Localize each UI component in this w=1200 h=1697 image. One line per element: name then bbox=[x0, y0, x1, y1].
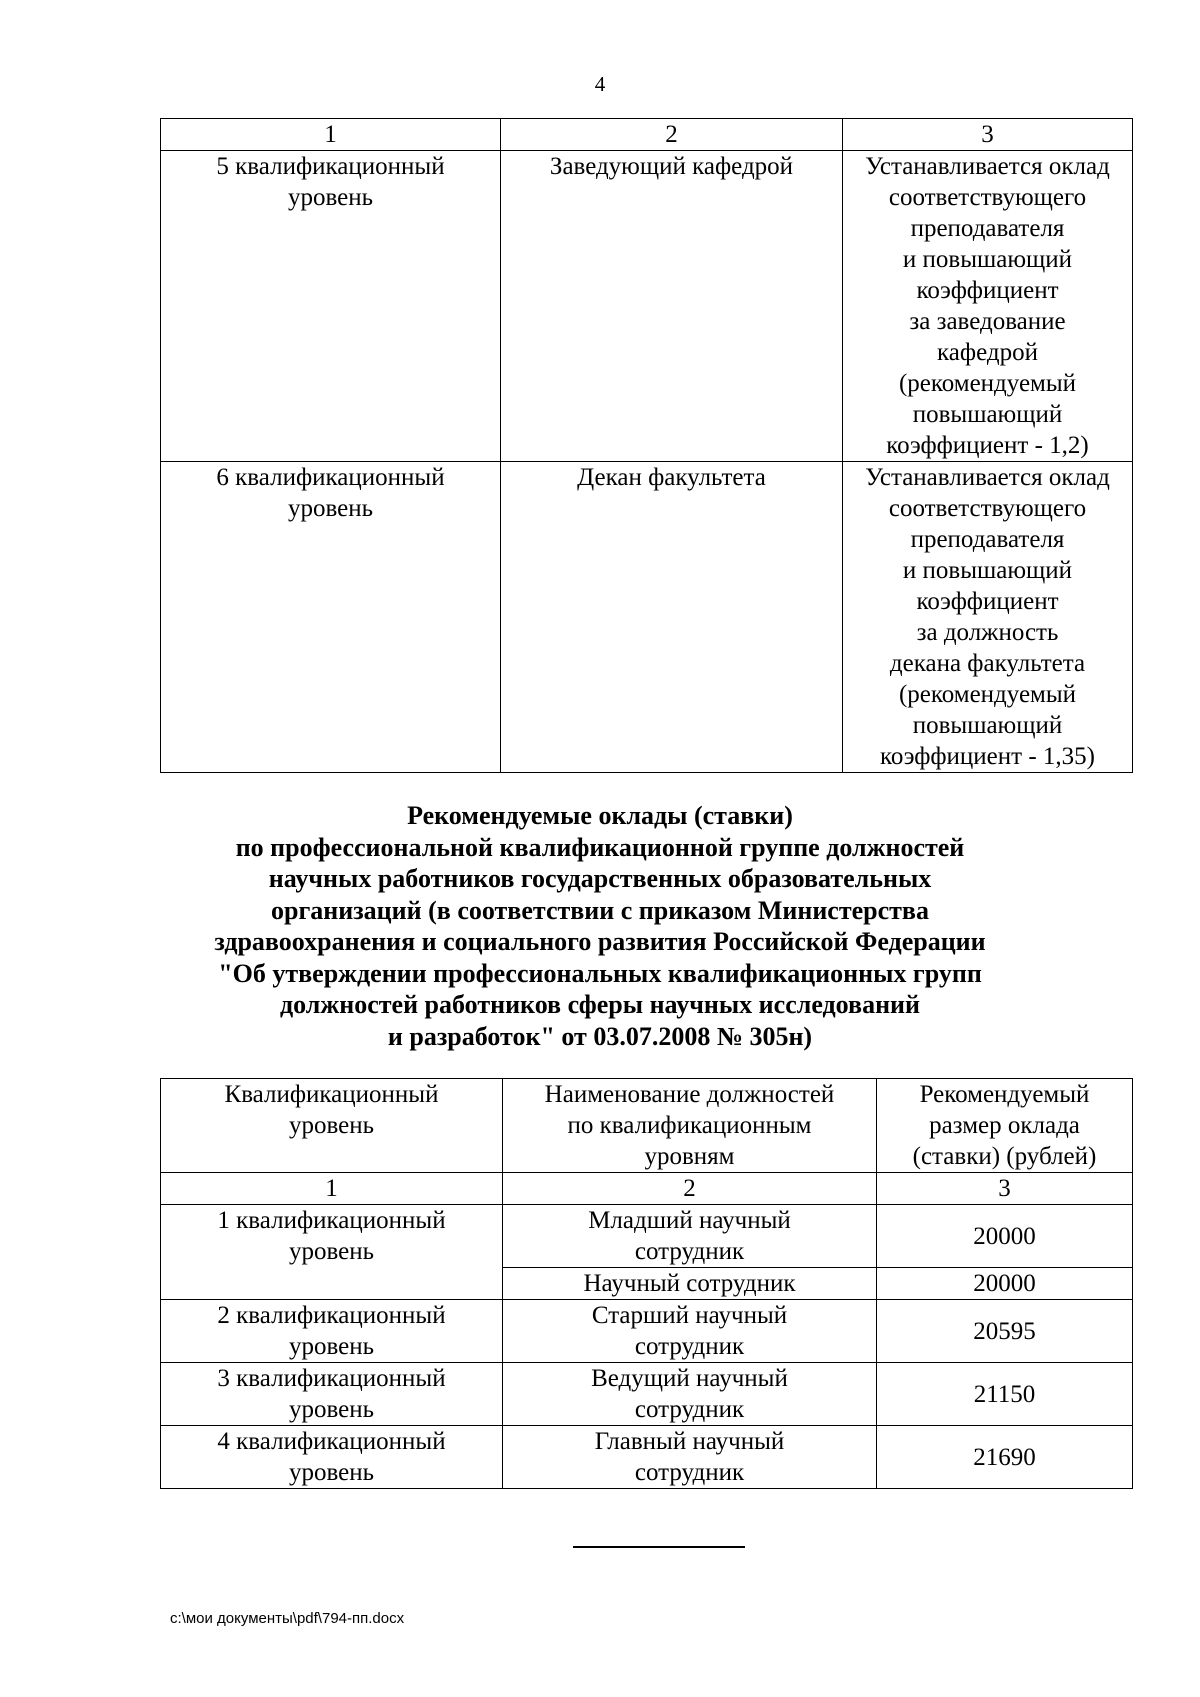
end-divider bbox=[573, 1546, 745, 1548]
column-number-2: 2 bbox=[501, 119, 843, 151]
qualification-level: 6 квалификационный уровень bbox=[161, 462, 501, 773]
column-numbers-row bbox=[161, 1173, 1133, 1205]
table-row bbox=[161, 1300, 1133, 1363]
column-header-level: Квалификационный уровень bbox=[161, 1079, 503, 1173]
qualification-level: 4 квалификационный уровень bbox=[161, 1426, 503, 1489]
column-headers-row bbox=[161, 1079, 1133, 1173]
position-name: Старший научный сотрудник bbox=[503, 1300, 877, 1363]
position-name: Главный научный сотрудник bbox=[503, 1426, 877, 1489]
table-row bbox=[161, 1426, 1133, 1489]
salary-value: 21690 bbox=[877, 1426, 1133, 1489]
column-number-1: 1 bbox=[161, 1173, 503, 1205]
table-row bbox=[161, 151, 1133, 462]
salary-value: 21150 bbox=[877, 1363, 1133, 1426]
salary-value: 20595 bbox=[877, 1300, 1133, 1363]
column-number-3: 3 bbox=[843, 119, 1133, 151]
column-header-position: Наименование должностей по квалификационным уровням bbox=[503, 1079, 877, 1173]
file-path-footer: c:\мои документы\pdf\794-пп.docx bbox=[170, 1610, 405, 1627]
section-heading: Рекомендуемые оклады (ставки) по профессиональной квалификационной группе должностей научных работников государственных образовательных организаций (в соответствии с приказом Министерства здравоохранения и социального развития Российской Федерации "Об утверждении профессиональных квалификационных групп должностей работников сферы научных исследований и разработок" от 03.07.2008 № 305н) bbox=[214, 801, 986, 1051]
position-name: Декан факультета bbox=[501, 462, 843, 773]
position-name: Младший научный сотрудник bbox=[503, 1205, 877, 1268]
salary-value: 20000 bbox=[877, 1205, 1133, 1268]
column-number-1: 1 bbox=[161, 119, 501, 151]
table-row bbox=[161, 1205, 1133, 1268]
position-name: Научный сотрудник bbox=[503, 1268, 877, 1300]
table-row bbox=[161, 1363, 1133, 1426]
qualification-level: 1 квалификационный уровень bbox=[161, 1205, 503, 1300]
position-name: Заведующий кафедрой bbox=[501, 151, 843, 462]
continued-salary-table bbox=[160, 118, 1133, 773]
salary-value: 20000 bbox=[877, 1268, 1133, 1300]
qualification-level: 5 квалификационный уровень bbox=[161, 151, 501, 462]
salary-rule: Устанавливается оклад соответствующего преподавателя и повышающий коэффициент за должность декана факультета (рекомендуемый повышающий коэффициент - 1,35) bbox=[843, 462, 1133, 773]
page-number: 4 bbox=[594, 72, 606, 96]
column-header-salary: Рекомендуемый размер оклада (ставки) (рублей) bbox=[877, 1079, 1133, 1173]
salary-rule: Устанавливается оклад соответствующего преподавателя и повышающий коэффициент за заведование кафедрой (рекомендуемый повышающий коэффициент - 1,2) bbox=[843, 151, 1133, 462]
table-header-row bbox=[161, 119, 1133, 151]
position-name: Ведущий научный сотрудник bbox=[503, 1363, 877, 1426]
qualification-level: 2 квалификационный уровень bbox=[161, 1300, 503, 1363]
qualification-level: 3 квалификационный уровень bbox=[161, 1363, 503, 1426]
table-row bbox=[161, 462, 1133, 773]
column-number-3: 3 bbox=[877, 1173, 1133, 1205]
scientific-staff-salary-table bbox=[160, 1078, 1133, 1489]
column-number-2: 2 bbox=[503, 1173, 877, 1205]
